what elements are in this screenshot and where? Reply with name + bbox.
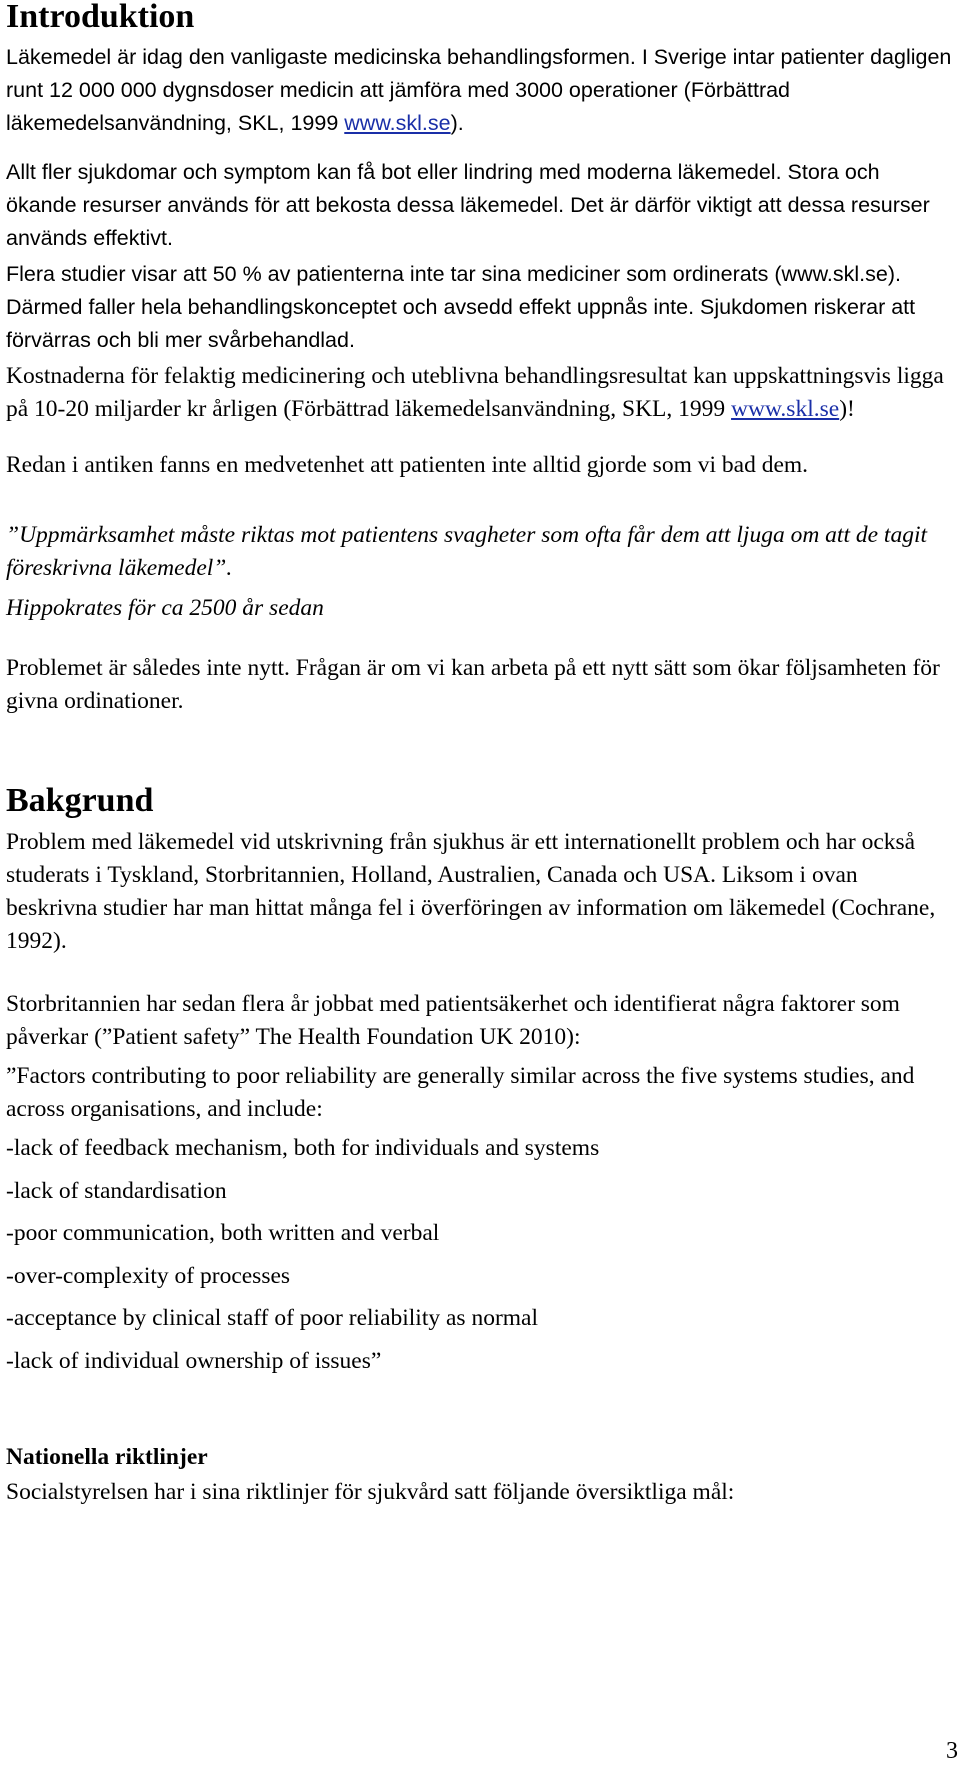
skl-link-2[interactable]: www.skl.se <box>731 396 840 422</box>
background-paragraph-1: Problem med läkemedel vid utskrivning från sjukhus är ett internationellt problem och har också studerats i Tyskland, Storbritannien, Holland, Australien, Canada och USA. Liksom i ovan beskrivna studier har man hittat många fel i överföringen av information om läkemedel (Cochrane, 1992). <box>6 829 936 954</box>
intro-paragraph-1 <box>6 41 952 140</box>
intro-paragraph-6: Problemet är således inte nytt. Frågan är om vi kan arbeta på ett nytt sätt som ökar följsamheten för givna ordinationer. <box>6 655 940 714</box>
hippocrates-quote: ”Uppmärksamhet måste riktas mot patientens svagheter som ofta får dem att ljuga om att de tagit föreskrivna läkemedel”. <box>6 522 928 581</box>
intro-paragraph-4 <box>6 360 952 426</box>
guidelines-paragraph-1: Socialstyrelsen har i sina riktlinjer för sjukvård satt följande översiktliga mål: <box>6 1479 735 1505</box>
intro-paragraph-1-text: Läkemedel är idag den vanligaste medicinska behandlingsformen. I Sverige intar patienter dagligen runt 12 000 000 dygnsdoser medicin att jämföra med 3000 operationer (Förbättrad läkemedelsanvändning, SKL, 1999 <box>6 45 952 135</box>
intro-paragraph-3: Flera studier visar att 50 % av patienterna inte tar sina mediciner som ordinerats (www.skl.se). Därmed faller hela behandlingskonceptet och avsedd effekt uppnås inte. Sjukdomen riskerar att förvärras och bli mer svårbehandlad. <box>6 262 916 352</box>
list-item: -lack of standardisation <box>6 1178 227 1204</box>
intro-paragraph-1-end: ). <box>450 111 464 135</box>
list-item: -over-complexity of processes <box>6 1263 291 1289</box>
intro-paragraph-2: Allt fler sjukdomar och symptom kan få bot eller lindring med moderna läkemedel. Stora och ökande resurser används för att bekosta dessa läkemedel. Det är därför viktigt att dessa resurser används effektivt. <box>6 160 930 250</box>
intro-paragraph-4-end: )! <box>839 396 855 422</box>
intro-paragraph-4-text: Kostnaderna för felaktig medicinering och uteblivna behandlingsresultat kan uppskattningsvis ligga på 10-20 miljarder kr årligen (Förbättrad läkemedelsanvändning, SKL, 1999 <box>6 363 944 422</box>
heading-nationella-riktlinjer: Nationella riktlinjer <box>6 1444 208 1470</box>
list-item: -poor communication, both written and verbal <box>6 1220 440 1246</box>
background-paragraph-2: Storbritannien har sedan flera år jobbat med patientsäkerhet och identifierat några faktorer som påverkar (”Patient safety” The Health Foundation UK 2010): <box>6 991 900 1050</box>
list-item: -lack of individual ownership of issues” <box>6 1348 382 1374</box>
page-number: 3 <box>946 1738 958 1764</box>
list-item: -lack of feedback mechanism, both for individuals and systems <box>6 1135 600 1161</box>
heading-bakgrund: Bakgrund <box>6 782 154 819</box>
quote-source: Hippokrates för ca 2500 år sedan <box>6 595 324 621</box>
intro-paragraph-5: Redan i antiken fanns en medvetenhet att patienten inte alltid gjorde som vi bad dem. <box>6 452 809 478</box>
skl-link-1[interactable]: www.skl.se <box>344 111 451 135</box>
background-paragraph-3: ”Factors contributing to poor reliability are generally similar across the five systems studies, and across organisations, and include: <box>6 1063 915 1122</box>
heading-introduktion: Introduktion <box>6 0 195 35</box>
list-item: -acceptance by clinical staff of poor reliability as normal <box>6 1305 539 1331</box>
